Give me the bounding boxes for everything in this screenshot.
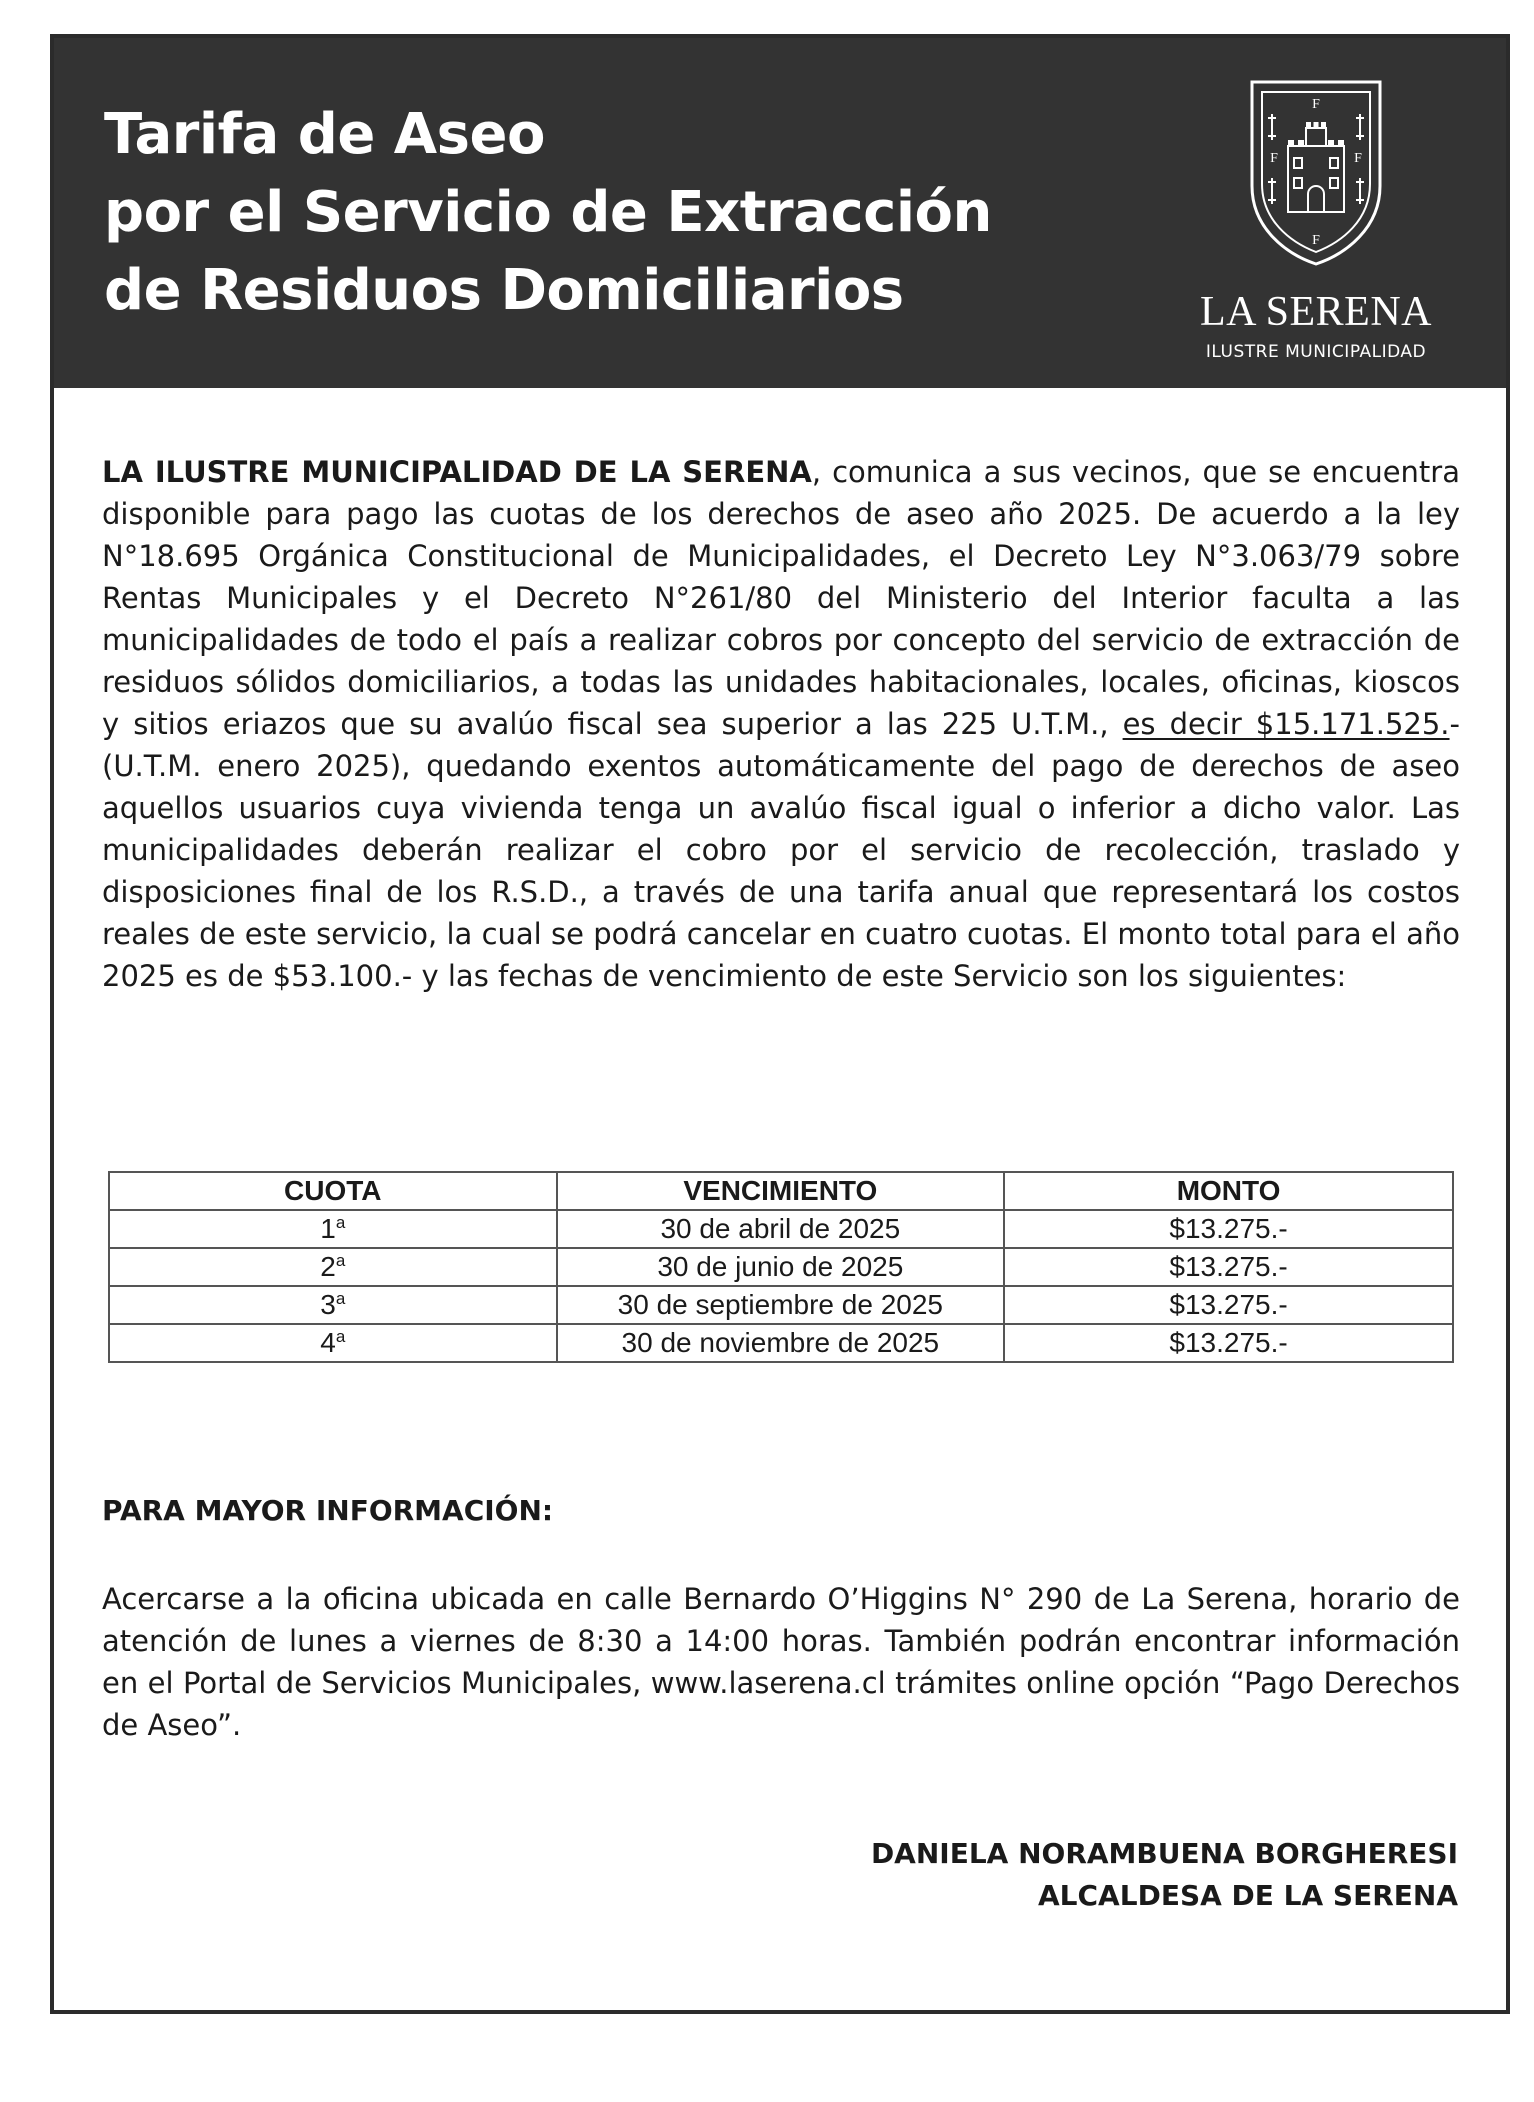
la-serena-crest-icon: [1246, 78, 1386, 268]
due-date: 30 de abril de 2025: [557, 1210, 1005, 1248]
amount: $13.275.-: [1004, 1286, 1453, 1324]
signatory-name: DANIELA NORAMBUENA BORGHERESI: [870, 1837, 1458, 1870]
body-text-part1: , comunica a sus vecinos, que se encuentra disponible para pago las cuotas de los derechos de aseo año 2025. De acuerdo a la ley N°18.695 Orgánica Constitucional de Municipalidades, el Decreto Ley N°3.063/79 sobre Rentas Municipales y el Decreto N°261/80 del Ministerio del Interior faculta a las municipalidades de todo el país a realizar cobros por concepto del servicio de extracción de residuos sólidos domiciliarios, a todas las unidades habitacionales, locales, oficinas, kioscos y sitios eriazos que su avalúo fiscal sea superior a las 225 U.T.M.,: [102, 455, 1460, 741]
table-row: [109, 1248, 1453, 1286]
signatory-role: ALCALDESA DE LA SERENA: [1038, 1879, 1458, 1912]
notice-frame: [50, 34, 1510, 2014]
page-title: [104, 96, 992, 330]
header-vencimiento: VENCIMIENTO: [557, 1172, 1005, 1210]
due-date: 30 de septiembre de 2025: [557, 1286, 1005, 1324]
table-row: [109, 1210, 1453, 1248]
amount: $13.275.-: [1004, 1248, 1453, 1286]
table-row: [109, 1324, 1453, 1362]
amount: $13.275.-: [1004, 1324, 1453, 1362]
info-heading: PARA MAYOR INFORMACIÓN:: [102, 1494, 554, 1527]
table-header-row: [109, 1172, 1453, 1210]
cuota-number: 2$^a$: [109, 1248, 557, 1286]
header-banner: [54, 38, 1506, 388]
cuota-number: 3$^a$: [109, 1286, 557, 1324]
cuota-number: 1$^a$: [109, 1210, 557, 1248]
due-date: 30 de junio de 2025: [557, 1248, 1005, 1286]
amount: $13.275.-: [1004, 1210, 1453, 1248]
header-monto: MONTO: [1004, 1172, 1453, 1210]
info-text: Acercarse a la oficina ubicada en calle Bernardo O’Higgins N° 290 de La Serena, horario de atención de lunes a viernes de 8:30 a 14:00 horas. También podrán encontrar información en el Portal de Servicios Municipales, www.laserena.cl trámites online opción “Pago Derechos de Aseo”.: [102, 1582, 1460, 1742]
notice-body: [102, 451, 1460, 997]
logo-subtitle: ILUSTRE MUNICIPALIDAD: [1205, 342, 1427, 362]
signature-block: [871, 1833, 1458, 1917]
crest-letter: F: [1312, 233, 1320, 248]
title-line-3: de Residuos Domiciliarios: [104, 258, 904, 323]
title-line-1: Tarifa de Aseo: [104, 102, 545, 167]
threshold-amount: es decir $15.171.525.: [1122, 707, 1450, 741]
logo-name: LA SERENA: [1199, 289, 1432, 335]
due-date: 30 de noviembre de 2025: [557, 1324, 1005, 1362]
header-cuota: CUOTA: [109, 1172, 557, 1210]
crest-letter: F: [1312, 97, 1320, 112]
body-text-part2: - (U.T.M. enero 2025), quedando exentos automáticamente del pago de derechos de aseo aquellos usuarios cuya vivienda tenga un avalúo fiscal igual o inferior a dicho valor. Las municipalidades deberán realizar el cobro por el servicio de recolección, traslado y disposiciones final de los R.S.D., a través de una tarifa anual que representará los costos reales de este servicio, la cual se podrá cancelar en cuatro cuotas. El monto total para el año 2025 es de $53.100.- y las fechas de vencimiento de este Servicio son los siguientes:: [102, 707, 1460, 993]
lead-bold: LA ILUSTRE MUNICIPALIDAD DE LA SERENA: [102, 455, 812, 489]
installments-table: [108, 1171, 1454, 1363]
cuota-number: 4$^a$: [109, 1324, 557, 1362]
crest-letter: F: [1354, 151, 1362, 166]
title-line-2: por el Servicio de Extracción: [104, 180, 992, 245]
crest-letter: F: [1270, 151, 1278, 166]
table-row: [109, 1286, 1453, 1324]
municipality-logo: [1166, 78, 1466, 378]
